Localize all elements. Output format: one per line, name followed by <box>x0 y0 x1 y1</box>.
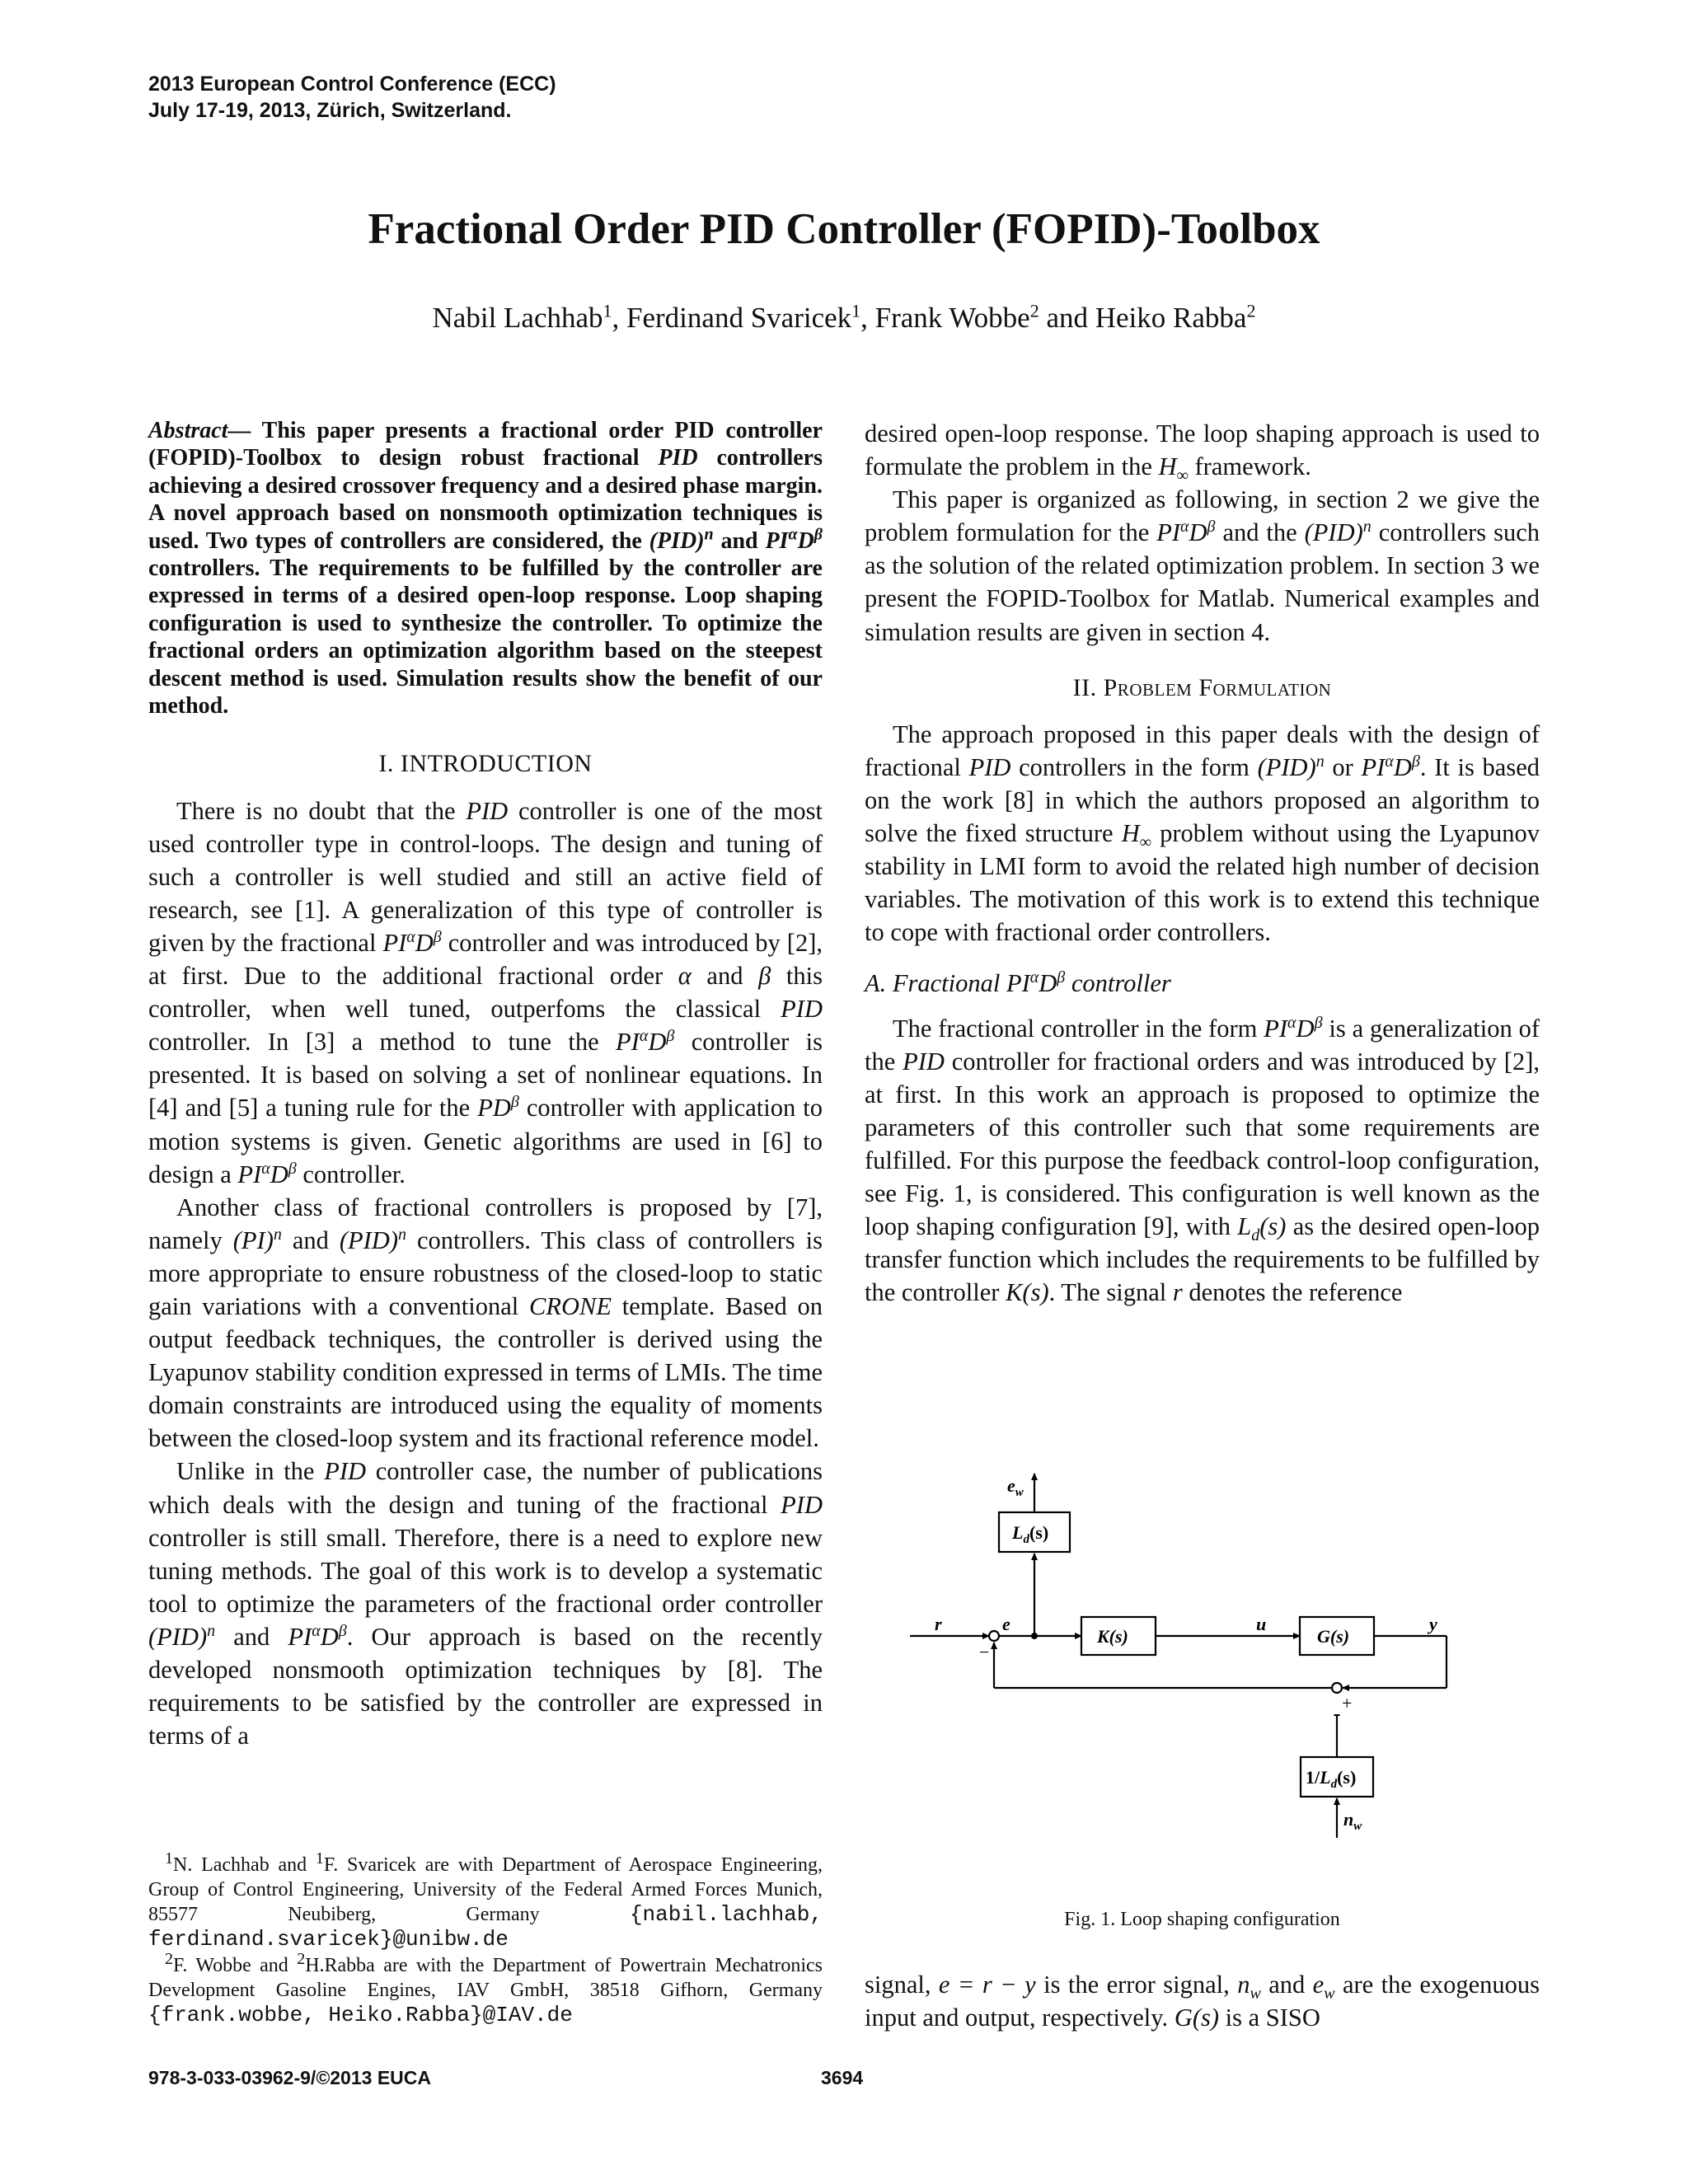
nw-label: $n_w$ <box>1343 1809 1362 1833</box>
conference-date-location: July 17-19, 2013, Zürich, Switzerland. <box>148 99 512 122</box>
body-paragraph: desired open-loop response. The loop shaping approach is used to formulate the problem in the $H_\infty$ framework. <box>865 419 1540 485</box>
conference-name: 2013 European Control Conference (ECC) <box>148 73 556 96</box>
author-name: Heiko Rabba <box>1095 302 1247 334</box>
intro-paragraph: There is no doubt that the PID controller is one of the most used controller type in control-loops. The design and tuning of such a controller is well studied and still an active field of research, see [1]. A generalization of this type of controller is given by the fractional $PI^\alpha D^\beta$ controller and was introduced by [2], at first. Due to the additional fractional order α and β this controller, when well tuned, outperfoms the classical PID controller. In [3] a method to tune the $PI^\alpha D^\beta$ controller is presented. It is based on solving a set of nonlinear equations. In [4] and [5] a tuning rule for the $PD^\beta$ controller with application to motion systems is given. Genetic algorithms are used in [6] to design a $PI^\alpha D^\beta$ controller. <box>148 796 823 1188</box>
author-name: Nabil Lachhab <box>432 302 603 334</box>
summing-junction-2 <box>1332 1683 1342 1693</box>
right-column <box>865 417 1540 1309</box>
body-paragraph: The fractional controller in the form $PI^\alpha D^\beta$ is a generalization of the PID controller for fractional orders and was introduced by [2], at first. In this work an approach is proposed to optimize the parameters of this controller such that some requirements are fulfilled. For this purpose the feedback control-loop configuration, see Fig. 1, is considered. This configuration is well known as the loop shaping configuration [9], with $L_d(s)$ as the desired open-loop transfer function which includes the requirements to be fulfilled by the controller K(s). The signal r denotes the reference <box>865 1013 1540 1307</box>
abstract-keyword: Abstract— <box>148 418 251 443</box>
left-column <box>148 417 823 1752</box>
email-address: {nabil.lachhab, ferdinand.svaricek}@unibw.de <box>148 1902 823 1952</box>
r-label: r <box>935 1614 942 1634</box>
page-number: 3694 <box>821 2067 864 2088</box>
g-label: G(s) <box>1317 1626 1350 1647</box>
author-list: Nabil Lachhab$^1$, Ferdinand Svaricek$^1$, Frank Wobbe$^2$ and Heiko Rabba$^2$ <box>432 300 1256 334</box>
minus-sign: − <box>979 1642 990 1662</box>
isbn-copyright: 978-3-033-03962-9/©2013 EUCA <box>148 2067 431 2088</box>
abstract: Abstract— This paper presents a fractional order PID controller (FOPID)-Toolbox to design robust fractional PID controllers achieving a desired crossover frequency and a desired phase margin. A novel approach based on nonsmooth optimization techniques is used. Two types of controllers are considered, the (PID)$^n$ and $PI^\alpha D^\beta$ controllers. The requirements to be fulfilled by the controller are expressed in terms of a desired open-loop response. Loop shaping configuration is used to synthesize the controller. To optimize the fractional orders an optimization algorithm based on the steepest descent method is used. Simulation results show the benefit of our method. <box>148 418 823 719</box>
loop-shaping-diagram <box>898 1467 1475 1714</box>
inv-ld-label: $1/L_d(s)$ <box>1306 1767 1357 1791</box>
subsection-heading: A. Fractional $PI^\alpha D^\beta$ controller <box>865 968 1171 998</box>
footnote-affiliation-1: $^1$N. Lachhab and $^1$F. Svaricek are with Department of Aerospace Engineering, Group of Control Engineering, University of the Federal Armed Forces Munich, 85577 Neubiberg, Germany {nabil.lachhab, ferdinand.svaricek}@unibw.de <box>148 1849 823 1952</box>
y-label: y <box>1429 1614 1437 1634</box>
e-label: e <box>1002 1614 1010 1634</box>
ld-label: $L_d(s)$ <box>1012 1522 1049 1546</box>
loop-shaping-diagram-lower <box>898 1714 1475 1871</box>
ew-label: $e_w$ <box>1007 1475 1024 1499</box>
paper-title: Fractional Order PID Controller (FOPID)-Toolbox <box>368 205 1320 253</box>
email-address: {frank.wobbe, Heiko.Rabba}@IAV.de <box>148 2003 573 2027</box>
figure-caption: Fig. 1. Loop shaping configuration <box>1064 1909 1340 1930</box>
body-paragraph: This paper is organized as following, in section 2 we give the problem formulation for the $PI^\alpha D^\beta$ and the (PID)$^n$ controllers such as the solution of the related optimization problem. In section 3 we present the FOPID-Toolbox for Matlab. Numerical examples and simulation results are given in section 4. <box>865 485 1540 646</box>
footnote-affiliation-2: $^2$F. Wobbe and $^2$H.Rabba are with the Department of Powertrain Mechatronics Development Gasoline Engines, IAV GmbH, 38518 Gifhorn, Germany {frank.wobbe, Heiko.Rabba}@IAV.de <box>148 1950 823 2027</box>
body-paragraph-continued: signal, e = r − y is the error signal, $n_w$ and $e_w$ are the exogenuous input and output, respectively. G(s) is a SISO <box>865 1971 1540 2032</box>
branch-point <box>1031 1633 1038 1639</box>
conference-header <box>148 71 556 124</box>
section-heading-problem-formulation: II. Problem Formulation <box>1072 673 1332 701</box>
author-name: Ferdinand Svaricek <box>626 302 852 334</box>
body-paragraph: The approach proposed in this paper deals with the design of fractional PID controllers in the form (PID)$^n$ or $PI^\alpha D^\beta$. It is based on the work [8] in which the authors proposed an algorithm to solve the fixed structure $H_\infty$ problem without using the Lyapunov stability in LMI form to avoid the related high number of decision variables. The motivation of this work is to extend this technique to cope with fractional order controllers. <box>865 719 1540 947</box>
author-name: Frank Wobbe <box>874 302 1030 334</box>
k-label: K(s) <box>1097 1626 1128 1647</box>
intro-paragraph: Another class of fractional controllers is proposed by [7], namely (PI)$^n$ and (PID)$^n$ controllers. This class of controllers is more appropriate to ensure robustness of the closed-loop to static gain variations with a conventional CRONE template. Based on output feedback techniques, the controller is derived using the Lyapunov stability condition expressed in terms of LMIs. The time domain constraints are introduced using the equality of moments between the closed-loop system and its fractional reference model. <box>148 1193 823 1453</box>
section-heading-introduction: I. INTRODUCTION <box>378 750 593 778</box>
intro-paragraph: Unlike in the PID controller case, the number of publications which deals with the design and tuning of the fractional PID controller is still small. Therefore, there is a need to explore new tuning methods. The goal of this work is to develop a systematic tool to optimize the parameters of the fractional order controller (PID)$^n$ and $PI^\alpha D^\beta$. Our approach is based on the recently developed nonsmooth optimization techniques by [8]. The requirements to be satisfied by the controller are expressed in terms of a <box>148 1457 823 1750</box>
summing-junction-1 <box>989 1631 999 1641</box>
plus-sign: + <box>1342 1693 1353 1713</box>
u-label: u <box>1256 1614 1267 1634</box>
footnotes <box>148 1849 823 2029</box>
